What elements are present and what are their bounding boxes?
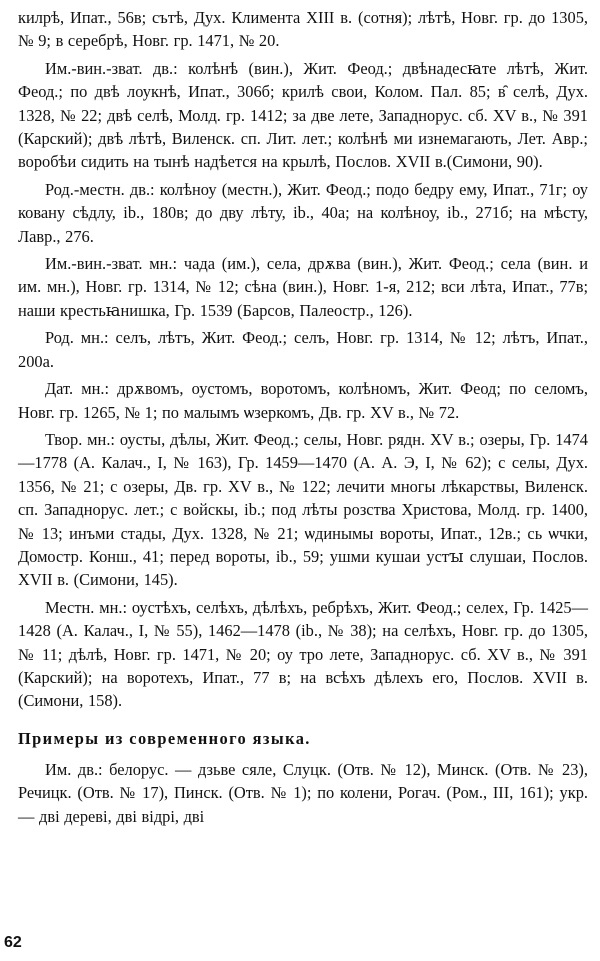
paragraph-modern-nom-dual: Им. дв.: белорус. — дзьве сяле, Слуцк. (Отв. № 12), Минск. (Отв. № 23), Речицк. (Отв. № 17), Пинск. (Отв. № 1); по колени, Рогач. (Ром., III, 161); укр. — дві дереві, дві відрі, дві (18, 759, 588, 826)
page-number: 62 (4, 934, 22, 951)
paragraph-continuation: килрѣ, Ипат., 56в; сътѣ, Дух. Климента XIII в. (сотня); лѣтѣ, Новг. гр. до 1305, № 9; в серебрѣ, Новг. гр. 1471, № 20. (18, 8, 588, 51)
paragraph-gen-plural: Род. мн.: селъ, лѣтъ, Жит. Феод.; селъ, Новг. гр. 1314, № 12; лѣтъ, Ипат., 200а. (18, 328, 588, 371)
paragraph-gen-loc-dual: Род.-местн. дв.: колѣноу (местн.), Жит. Феод.; подо бедру ему, Ипат., 71г; оу ковану сѣдлу, ib., 180в; до дву лѣту, ib., 40а; на колѣноу, ib., 271б; на мѣсту, Лавр., 276. (18, 179, 588, 246)
paragraph-instr-plural: Твор. мн.: оусты, дѣлы, Жит. Феод.; селы, Новг. рядн. XV в.; озеры, Гр. 1474—1778 (А. Калач., I, № 163), Гр. 1459—1470 (А. А. Э, I, № 62); с селы, Дух. 1356, № 21; с озеры, Дв. гр. XV в., № 122; лечити многы лѣкарствы, Виленск. сп. Западнорус. лет.; с войскы, ib.; под лѣты розства Христова, Молд. гр. 1400, № 13; инъми стады, Дух. 1328, № 21; ѡдинымы вороты, Ипат., 12в.; сь ѡчки, Домостр. Конш., 41; перед вороты, ib., 59; ушми кушаи устꙑ слушаи, Послов. XVII в. (Симони, 145). (18, 429, 588, 590)
paragraph-dat-plural: Дат. мн.: дрѫвомъ, оустомъ, воротомъ, колѣномъ, Жит. Феод; по селомъ, Новг. гр. 1265, № 1; по малымъ ѡзеркомъ, Дв. гр. XV в., № 72. (18, 379, 588, 422)
page-text (18, 6, 588, 832)
paragraph-loc-plural: Местн. мн.: оустѣхъ, селѣхъ, дѣлѣхъ, ребрѣхъ, Жит. Феод.; селех, Гр. 1425—1428 (А. Калач., I, № 55), 1462—1478 (ib., № 38); на селѣхъ, Новг. гр. до 1305, № 11; дѣлѣ, Новг. гр. 1471, № 20; оу тро лете, Западнорус. сб. XV в., № 391 (Карский); на воротехъ, Ипат., 77 в; на всѣхъ дѣлехъ его, Послов. XVII в. (Симони, 158). (18, 597, 588, 711)
paragraph-nom-acc-voc-dual: Им.-вин.-зват. дв.: колѣнѣ (вин.), Жит. Феод.; двѣнадесꙗте лѣтѣ, Жит. Феод.; по двѣ лоукнѣ, Ипат., 306б; крилѣ свои, Колом. Пал. 85; в̑ селѣ, Дух. 1328, № 22; двѣ селѣ, Молд. гр. 1412; за две лете, Западнорус. сб. XV в., № 391 (Карский); двѣ лѣтѣ, Виленск. сп. Лит. лет.; колѣнѣ ми изнемагають, Лет. Авр.; воробѣи сидить на тынѣ надѣется на крылѣ, Послов. XVII в.(Симони, 90). (18, 58, 588, 172)
paragraph-nom-acc-voc-plural: Им.-вин.-зват. мн.: чада (им.), села, дрѫва (вин.), Жит. Феод.; села (вин. и им. мн.), Новг. гр. 1314, № 12; сѣна (вин.), Новг. 1-я, 212; вси лѣта, Ипат., 77в; наши крестьꙗнишка, Гр. 1539 (Барсов, Палеостр., 126). (18, 254, 588, 320)
section-heading: Примеры из современного языка. (18, 728, 311, 748)
